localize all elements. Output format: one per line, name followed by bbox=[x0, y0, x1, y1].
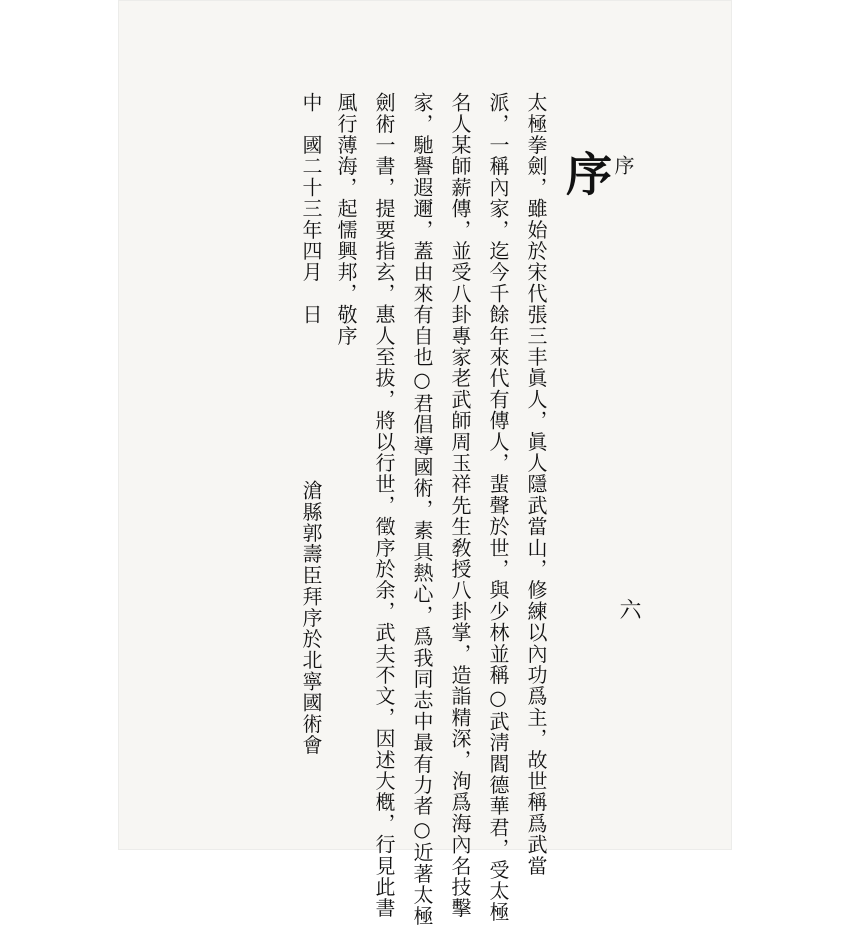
signature-line: 滄縣郭壽臣拜序於北寧國術會 bbox=[299, 480, 323, 756]
body-line-5: 劍術一書，提要指玄，惠人至拔，將以行世，徵序於余，武夫不文，因述大槪，行見此書 bbox=[372, 92, 396, 919]
date-line: 中 國二十三年四月 日 bbox=[299, 92, 323, 326]
page-number: 六 bbox=[616, 598, 641, 622]
body-line-4: 家，馳譽遐邇，蓋由來有自也○君倡導國術，素具熱心，爲我同志中最有力者○近著太極 bbox=[410, 92, 434, 927]
body-line-2: 派，一稱內家，迄今千餘年來代有傳人，蜚聲於世，與少林並稱○武淸閻德華君，受太極 bbox=[486, 92, 510, 923]
preface-title: 序 bbox=[559, 150, 613, 198]
running-title: 序 bbox=[611, 155, 635, 177]
body-line-6: 風行薄海，起懦興邦，敬序 bbox=[334, 92, 358, 347]
body-line-3: 名人某師薪傳，並受八卦專家老武師周玉祥先生敎授八卦掌，造詣精深，洵爲海內名技擊 bbox=[448, 92, 472, 919]
body-line-1: 太極拳劍，雖始於宋代張三丰眞人，眞人隱武當山，修練以內功爲主，故世稱爲武當 bbox=[524, 92, 548, 877]
book-page bbox=[118, 0, 732, 927]
